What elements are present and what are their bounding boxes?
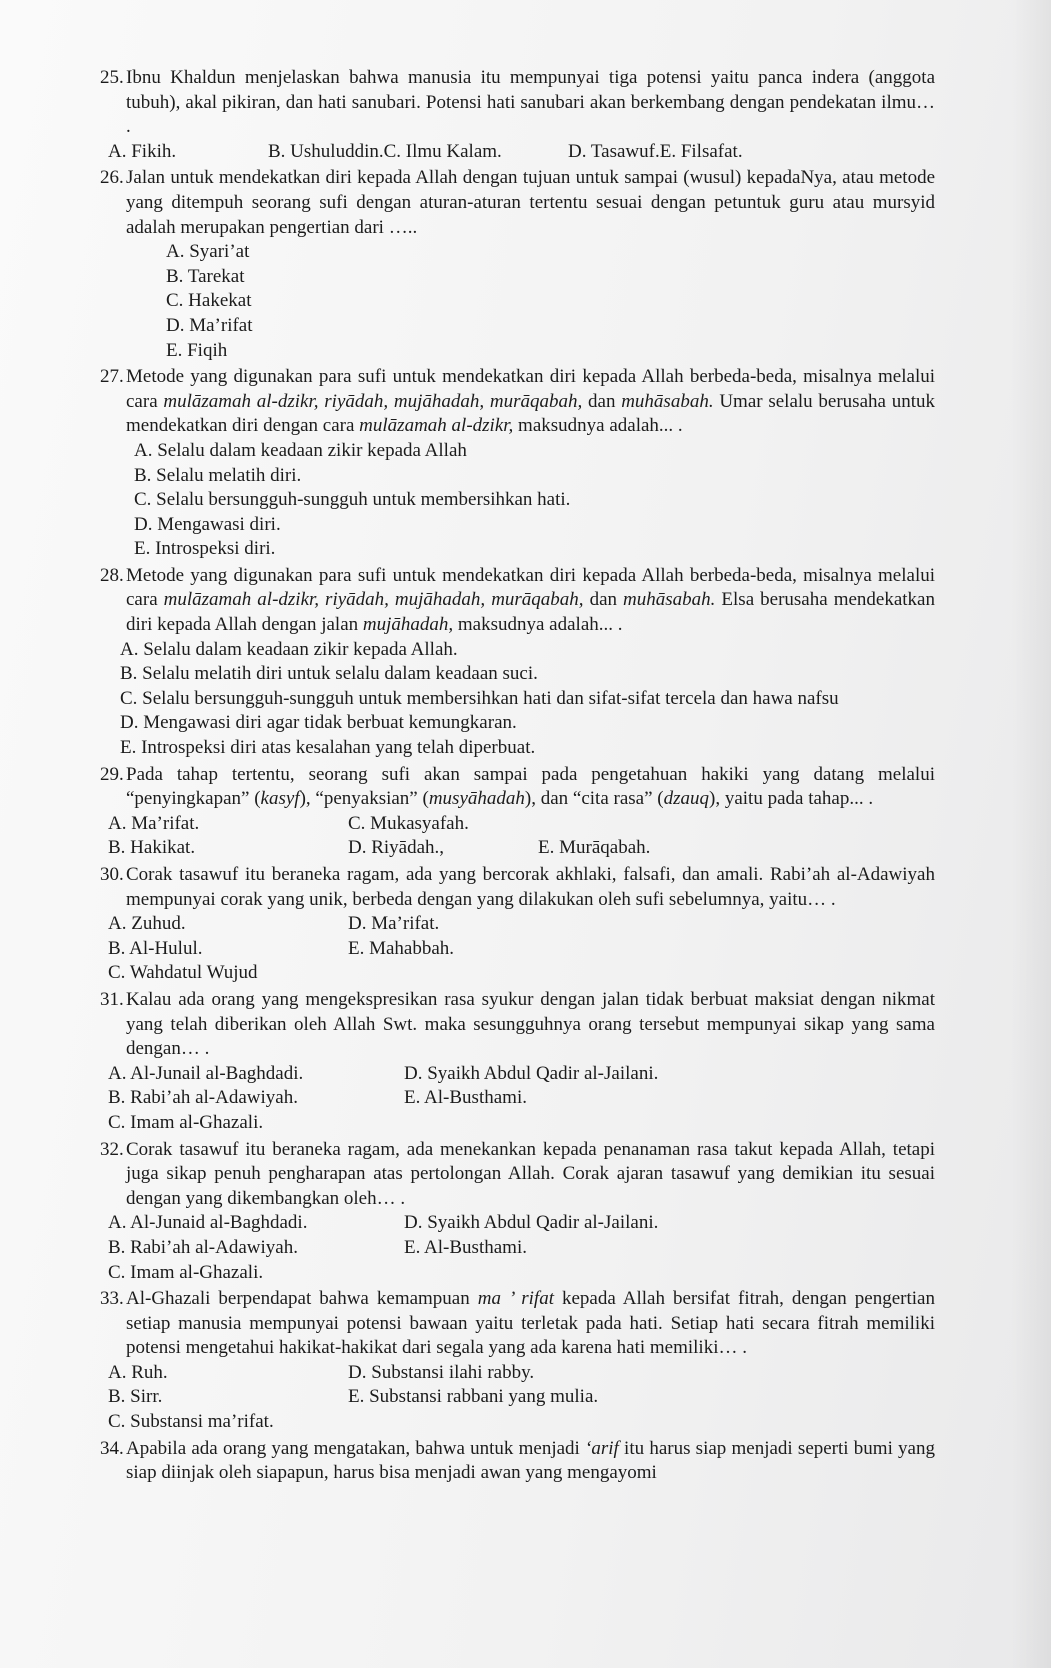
option-c[interactable]: C. Imam al-Ghazali.: [108, 1111, 264, 1133]
question-number: 33.: [100, 1288, 124, 1310]
question-text-italic: ‘arif: [585, 1437, 619, 1459]
option-a[interactable]: A. Al-Junail al-Baghdadi.: [108, 1062, 304, 1084]
question-text-italic: mujāhadah,: [362, 614, 454, 636]
question-text: Metode yang digunakan para sufi untuk mendekatkan diri kepada Allah berbeda-beda, misalnya melalui cara: [126, 366, 935, 412]
option-row: [100, 140, 935, 165]
option-c[interactable]: C. Imam al-Ghazali.: [108, 1261, 264, 1283]
option-a[interactable]: A. Ma’rifat.: [108, 812, 200, 834]
question-text: maksudnya adalah... .: [513, 415, 683, 437]
option-row: [100, 1410, 935, 1435]
question-text: kepada Allah bersifat fitrah, dengan pengertian setiap manusia mempunyai potensi bawaan yaitu terletak pada hati. Setiap hati secara fitrah memiliki potensi mengetahui hakikat-hakikat dari segala yang ada karena hati memiliki… .: [126, 1288, 935, 1359]
question-34: [100, 1437, 935, 1486]
question-text-italic: kasyf: [260, 788, 300, 810]
question-25: [100, 66, 935, 164]
option-e[interactable]: E. Mahabbah.: [348, 937, 455, 959]
question-26: [100, 166, 935, 363]
question-text: dan: [583, 589, 624, 611]
question-text-italic: mulāzamah al-dzikr, riyādah, mujāhadah, murāqabah,: [163, 589, 584, 611]
page-fold-shadow: [1011, 0, 1051, 1668]
question-number: 34.: [100, 1437, 124, 1459]
question-text-italic: muhāsabah.: [621, 390, 714, 412]
question-text: dan: [582, 390, 622, 412]
question-29: [100, 763, 935, 861]
question-stem: [100, 564, 935, 638]
question-text: ), “penyaksian” (: [299, 788, 429, 810]
question-number: 32.: [100, 1138, 124, 1160]
question-stem: [100, 166, 935, 240]
question-text: Metode yang digunakan para sufi untuk mendekatkan diri kepada Allah berbeda-beda, misalnya melalui cara: [126, 564, 935, 611]
question-text-italic: dzauq: [663, 788, 710, 810]
option-a[interactable]: A. Syari’at: [166, 241, 250, 263]
question-28: [100, 564, 935, 761]
question-text: Umar selalu berusaha untuk mendekatkan diri dengan cara: [126, 390, 935, 437]
question-text: Jalan untuk mendekatkan diri kepada Allah dengan tujuan untuk sampai (wusul) kepadaNya, atau metode yang ditempuh seorang sufi dengan aturan-aturan tertentu sesuai dengan petuntuk guru atau mursyid adalah merupakan pengertian dari …..: [126, 167, 935, 238]
option-c[interactable]: C. Mukasyafah.: [348, 812, 469, 834]
question-text: ), dan “cita rasa” (: [524, 788, 664, 810]
option-row: [100, 1062, 935, 1087]
option-row: [100, 1385, 935, 1410]
option-d[interactable]: D. Substansi ilahi rabby.: [348, 1361, 535, 1383]
option-e[interactable]: E. Murāqabah.: [538, 837, 651, 859]
option-b[interactable]: B. Rabi’ah al-Adawiyah.: [108, 1087, 298, 1109]
option-e[interactable]: E. Al-Busthami.: [404, 1087, 527, 1109]
question-list: [100, 66, 935, 1488]
question-stem: [100, 365, 935, 439]
question-number: 28.: [100, 564, 124, 586]
option-b-c[interactable]: B. Ushuluddin.C. Ilmu Kalam.: [268, 140, 502, 162]
question-number: 25.: [100, 67, 124, 88]
option-row: [100, 836, 935, 861]
option-c[interactable]: C. Selalu bersungguh-sungguh untuk membersihkan hati dan sifat-sifat tercela dan hawa nafsu: [120, 687, 839, 709]
option-e[interactable]: E. Fiqih: [166, 339, 228, 361]
question-text: Elsa berusaha mendekatkan diri kepada Allah dengan jalan: [126, 589, 935, 636]
question-text-italic: ma ’ rifat: [477, 1288, 554, 1310]
question-text-italic: mulāzamah al-dzikr, riyādah, mujāhadah, murāqabah,: [163, 390, 583, 412]
question-number: 31.: [100, 988, 124, 1010]
question-stem: [100, 1437, 935, 1486]
question-number: 26.: [100, 167, 124, 189]
option-row: [100, 1236, 935, 1261]
option-d[interactable]: D. Syaikh Abdul Qadir al-Jailani.: [404, 1062, 659, 1084]
question-number: 29.: [100, 763, 124, 785]
option-row: [100, 812, 935, 837]
option-e[interactable]: E. Substansi rabbani yang mulia.: [348, 1386, 599, 1408]
question-33: [100, 1287, 935, 1435]
question-32: [100, 1138, 935, 1286]
option-b[interactable]: B. Hakikat.: [108, 837, 196, 859]
option-c[interactable]: C. Hakekat: [166, 290, 252, 312]
question-text: Corak tasawuf itu beraneka ragam, ada menekankan kepada penanaman rasa takut kepada Allah, tetapi juga sikap penuh pengharapan atas pertolongan Allah. Corak ajaran tasawuf yang demikian itu sesuai dengan yang dikembangkan oleh… .: [126, 1138, 935, 1209]
option-c[interactable]: C. Wahdatul Wujud: [108, 962, 258, 984]
option-list: [100, 439, 935, 562]
question-number: 30.: [100, 864, 124, 885]
option-e[interactable]: E. Introspeksi diri.: [134, 538, 276, 560]
option-a[interactable]: A. Fikih.: [108, 140, 177, 162]
option-a[interactable]: A. Ruh.: [108, 1361, 168, 1383]
option-list: [100, 638, 935, 761]
option-row: [100, 1111, 935, 1136]
option-c[interactable]: C. Selalu bersungguh-sungguh untuk membersihkan hati.: [134, 489, 571, 511]
question-stem: [100, 863, 935, 912]
option-d[interactable]: D. Riyādah.,: [348, 837, 445, 859]
option-row: [100, 912, 935, 937]
option-list: [100, 240, 935, 363]
question-stem: [100, 988, 935, 1062]
question-number: 27.: [100, 366, 124, 388]
option-e[interactable]: E. Al-Busthami.: [404, 1236, 527, 1258]
option-a[interactable]: A. Selalu dalam keadaan zikir kepada Allah.: [120, 638, 458, 660]
question-text: Al-Ghazali berpendapat bahwa kemampuan: [126, 1288, 478, 1310]
question-27: [100, 365, 935, 562]
option-row: [100, 1361, 935, 1386]
question-stem: [100, 66, 935, 140]
option-a[interactable]: A. Al-Junaid al-Baghdadi.: [108, 1212, 308, 1234]
question-text-italic: mulāzamah al-dzikr,: [359, 415, 514, 437]
option-row: [100, 1211, 935, 1236]
question-stem: [100, 763, 935, 812]
option-d[interactable]: D. Ma’rifat: [166, 314, 253, 336]
option-d-e[interactable]: D. Tasawuf.E. Filsafat.: [568, 140, 743, 162]
option-b[interactable]: B. Selalu melatih diri.: [134, 464, 302, 486]
option-c[interactable]: C. Substansi ma’rifat.: [108, 1411, 274, 1433]
question-text: Corak tasawuf itu beraneka ragam, ada yang bercorak akhlaki, falsafi, dan amali. Rabi’ah al-Adawiyah mempunyai corak yang unik, berbeda dengan yang dilakukan oleh sufi sebelumnya, yaitu… .: [126, 864, 935, 910]
question-text: Ibnu Khaldun menjelaskan bahwa manusia itu mempunyai tiga potensi yaitu panca indera (anggota tubuh), akal pikiran, dan hati sanubari. Potensi hati sanubari akan berkembang dengan pendekatan ilmu… .: [126, 67, 935, 138]
option-e[interactable]: E. Introspeksi diri atas kesalahan yang telah diperbuat.: [120, 737, 536, 759]
question-text: itu harus siap menjadi seperti bumi yang siap diinjak oleh siapapun, harus bisa menjadi awan yang mengayomi: [126, 1437, 935, 1484]
option-a[interactable]: A. Selalu dalam keadaan zikir kepada Allah: [134, 439, 467, 461]
option-row: [100, 937, 935, 962]
option-b[interactable]: B. Selalu melatih diri untuk selalu dalam keadaan suci.: [120, 663, 538, 685]
question-text: ), yaitu pada tahap... .: [709, 788, 874, 810]
option-row: [100, 961, 935, 986]
question-text: Kalau ada orang yang mengekspresikan rasa syukur dengan jalan tidak berbuat maksiat dengan nikmat yang telah diberikan oleh Allah Swt. maka sesungguhnya orang tersebut mempunyai sikap yang sama dengan… .: [126, 988, 935, 1060]
question-text: maksudnya adalah... .: [453, 614, 623, 636]
option-d[interactable]: D. Ma’rifat.: [348, 913, 440, 935]
option-b[interactable]: B. Tarekat: [166, 265, 245, 287]
question-text: Pada tahap tertentu, seorang sufi akan sampai pada pengetahuan hakiki yang datang melalui “penyingkapan” (: [126, 763, 935, 810]
option-row: [100, 1261, 935, 1286]
option-d[interactable]: D. Syaikh Abdul Qadir al-Jailani.: [404, 1212, 659, 1234]
question-text-italic: muhāsabah.: [623, 589, 716, 611]
option-d[interactable]: D. Mengawasi diri.: [134, 513, 281, 535]
question-stem: [100, 1138, 935, 1212]
option-d[interactable]: D. Mengawasi diri agar tidak berbuat kemungkaran.: [120, 712, 517, 734]
option-b[interactable]: B. Al-Hulul.: [108, 937, 203, 959]
question-text: Apabila ada orang yang mengatakan, bahwa untuk menjadi: [126, 1437, 586, 1459]
option-b[interactable]: B. Sirr.: [108, 1386, 163, 1408]
question-stem: [100, 1287, 935, 1361]
question-30: [100, 863, 935, 986]
question-31: [100, 988, 935, 1136]
question-text-italic: musyāhadah: [428, 788, 525, 810]
option-a[interactable]: A. Zuhud.: [108, 913, 186, 935]
option-row: [100, 1086, 935, 1111]
option-b[interactable]: B. Rabi’ah al-Adawiyah.: [108, 1236, 298, 1258]
